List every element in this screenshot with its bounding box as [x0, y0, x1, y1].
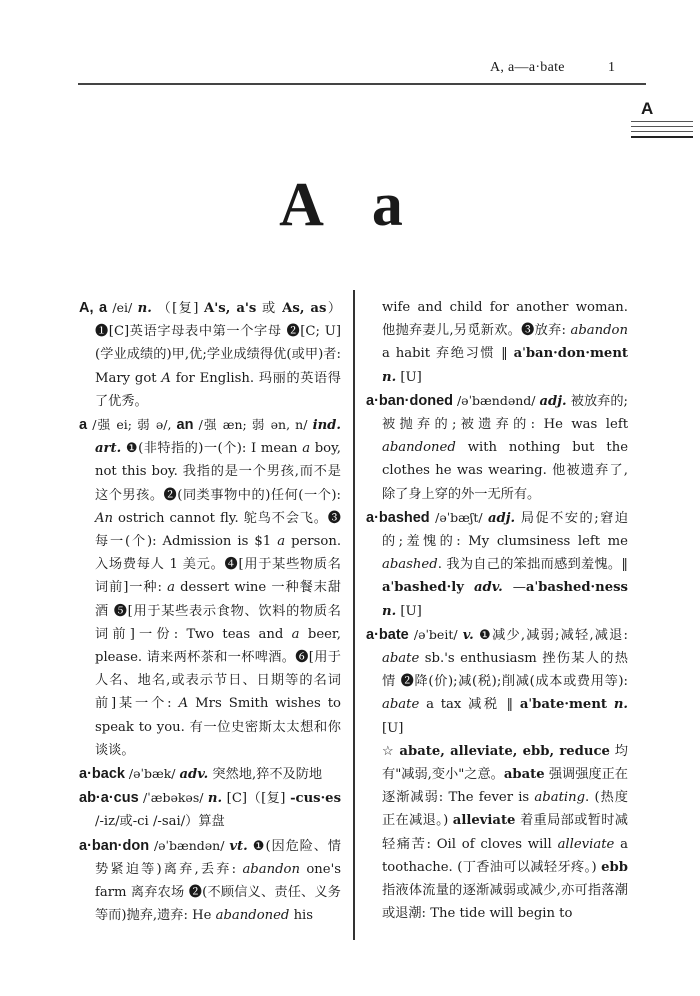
entry-text: aˈbashed·ly — [382, 580, 464, 596]
headword: a·bate — [366, 626, 409, 643]
dictionary-entry — [366, 389, 628, 506]
pronunciation: /əˈbændən/ — [149, 837, 230, 853]
entry-text: for English. 玛丽的英语得了优秀。 — [95, 370, 341, 409]
entry-text: abate — [503, 767, 545, 783]
entry-text: 强调强度正在逐渐减弱: The fever is — [382, 767, 628, 806]
entry-text: 均有"减弱,变小"之意。 — [382, 743, 628, 783]
part-of-speech: n. — [137, 301, 152, 316]
entry-text: abashed — [382, 557, 438, 573]
entry-text: 或 — [256, 301, 283, 316]
entry-text: 被放弃的;被抛弃的;被遗弃的: He was left — [382, 393, 628, 433]
entry-text: beer, please. 请来两杯茶和一杯啤酒。❻[用于人名、地名,或表示节日、日期等的名词前]某一个: — [95, 626, 341, 712]
pronunciation: /əˈbændənd/ — [453, 392, 540, 408]
dictionary-entry — [79, 296, 341, 413]
entry-text: abandoned — [215, 908, 290, 924]
pronunciation: /əˈbeit/ — [408, 626, 463, 642]
pronunciation: /əˈbæk/ — [124, 766, 180, 782]
entry-text: dessert wine 一种餐末甜酒 ❺[用于某些表示食物、饮料的物质名词前]一份: Two teas and — [95, 580, 341, 642]
entry-text: abate — [382, 697, 420, 713]
entry-text: aˈbate·ment — [519, 697, 608, 713]
entry-text: sb.'s enthusiasm 挫伤某人的热情 ❷降(价);减(税);削减(成本或费用等): — [382, 651, 628, 690]
entry-text: a habit 弃绝习惯 ‖ — [382, 346, 514, 362]
entry-text: wife and child for another woman. 他抛弃妻儿,另觅新欢。❸放弃: — [382, 300, 628, 339]
entry-text: a — [277, 534, 286, 550]
entry-text: 局促不安的;窘迫的;羞愧的: My clumsiness left me — [382, 510, 628, 550]
entry-text: ☆ — [382, 743, 400, 759]
headword: a·ban·doned — [366, 392, 453, 409]
part-of-speech: adj. — [488, 510, 516, 526]
entry-text: [U] — [396, 603, 422, 619]
entry-text: [U] — [382, 720, 404, 736]
entry-text: 指液体流量的逐渐减弱或减少,亦可指落潮或退潮: The tide will begin to — [382, 883, 628, 922]
pronunciation: /强 ei; 弱 ə/, — [87, 417, 177, 433]
entry-text: abate — [382, 651, 420, 667]
entry-text: alleviate — [557, 836, 615, 852]
entry-text: boy, not this boy. 我指的是一个男孩,而不是这个男孩。❷(同类事物中的)任何(一个): — [95, 441, 341, 503]
header-rule — [78, 83, 646, 85]
headword: a — [79, 417, 88, 434]
entry-text: /-sai/）算盘 — [148, 814, 225, 830]
running-head: A, a—a·bate — [490, 60, 565, 75]
thumb-line — [631, 121, 693, 122]
dictionary-entry — [366, 506, 628, 623]
part-of-speech: n. — [382, 603, 397, 619]
entry-text: . 我为自己的笨拙而感到羞愧。‖ — [437, 557, 628, 573]
entry-text: person. 入场费每人 1 美元。❹[用于某些物质名词前]一种: — [95, 534, 342, 596]
part-of-speech: n. — [207, 791, 223, 807]
entry-text: ostrich cannot fly. 鸵鸟不会飞。❸每一(个): Admission is $1 — [95, 510, 341, 550]
headword: A, a — [79, 300, 108, 316]
pronunciation: /强 æn; 弱 ən, n/ — [193, 417, 313, 433]
part-of-speech: adv. — [179, 767, 209, 783]
entry-text: ❶减少,减弱;减轻,减退: — [473, 627, 628, 643]
part-of-speech: v. — [462, 627, 474, 643]
entry-text: aˈban·don·ment — [513, 346, 628, 362]
pronunciation: /ei/ — [107, 300, 138, 315]
part-of-speech: vt. — [229, 838, 248, 854]
part-of-speech: n. — [382, 369, 397, 385]
headword: a·bashed — [366, 509, 430, 526]
entry-text: -ci — [132, 814, 149, 830]
thumb-index-tab — [631, 100, 693, 138]
entry-text: A — [178, 696, 189, 712]
entry-text: ） ❶[C]英语字母表中第一个字母 ❷[C; U](学业成绩的)甲,优;学业成绩得优(或甲)者: Mary got — [95, 301, 342, 386]
entry-text: abandoned — [382, 440, 456, 456]
pronunciation: /ˈæbəkəs/ — [138, 790, 208, 806]
entry-text: ❶(非特指的)一(个): I mean — [121, 441, 303, 457]
entry-text: -cus·es — [290, 791, 341, 807]
entry-text: An — [95, 510, 114, 526]
variant-headword: an — [176, 417, 194, 434]
entry-text: Mrs Smith wishes to speak to you. 有一位史密斯太太想和你谈谈。 — [95, 696, 341, 758]
entry-text: ebb — [601, 859, 628, 875]
column-divider — [353, 290, 355, 940]
entry-text: [C]（[复] — [222, 791, 291, 807]
entry-text: A's, a's — [204, 301, 257, 316]
headword: ab·a·cus — [79, 790, 139, 807]
entry-text: abandon — [242, 861, 300, 877]
entry-text: his — [289, 908, 314, 924]
dictionary-entry — [79, 413, 341, 762]
thumb-line — [631, 136, 693, 138]
entry-continuation — [366, 296, 628, 389]
entry-text — [607, 697, 614, 712]
entry-text: abating — [534, 790, 586, 806]
entry-text: — — [502, 580, 526, 596]
entry-text: As, as — [282, 301, 327, 316]
entry-text: A — [161, 370, 171, 386]
entry-text: alleviate — [452, 813, 516, 829]
entry-text: with nothing but the clothes he was wearing. 他被遗弃了,除了身上穿的外一无所有。 — [382, 440, 628, 502]
entry-text: a — [167, 580, 175, 596]
dictionary-entry — [79, 834, 341, 928]
entry-text: a toothache. (丁香油可以减轻牙疼。) — [382, 836, 628, 875]
entry-text: a — [291, 626, 300, 642]
entry-text: . (热度正在减退。) — [382, 790, 628, 829]
usage-note — [366, 740, 628, 926]
dictionary-entry — [79, 786, 341, 833]
left-column — [79, 296, 341, 927]
headword: a·ban·don — [79, 837, 150, 854]
entry-text: /-iz/或 — [95, 814, 133, 830]
headword: a·back — [79, 766, 125, 783]
entry-text: aˈbashed·ness — [525, 580, 628, 596]
thumb-line — [631, 126, 693, 127]
section-title: A a — [279, 171, 421, 239]
part-of-speech: n. — [613, 697, 628, 713]
dictionary-entry — [366, 623, 628, 740]
right-column — [366, 296, 628, 925]
entry-text: 着重局部或暂时减轻痛苦: Oil of cloves will — [382, 813, 628, 852]
entry-text: one's farm 离弃农场 ❷(不顾信义、责任、义务等而)抛弃,遗弃: He — [95, 861, 341, 924]
dictionary-entry — [79, 762, 341, 786]
entry-text: 突然地,猝不及防地 — [208, 767, 323, 783]
thumb-index-letter: A — [641, 99, 654, 118]
entry-text: a — [302, 441, 311, 457]
thumb-line — [631, 131, 693, 132]
entry-text: [U] — [396, 369, 422, 385]
entry-text: abandon — [570, 323, 628, 339]
entry-text: a tax 减税 ‖ — [419, 697, 520, 713]
entry-text: ❶(因危险、情势紧迫等)离弃,丢弃: — [95, 838, 341, 877]
part-of-speech: adj. — [539, 393, 567, 409]
entry-text — [464, 580, 474, 595]
part-of-speech: ind. art. — [95, 418, 341, 457]
pronunciation: /əˈbæʃt/ — [429, 509, 489, 525]
part-of-speech: adv. — [473, 580, 503, 596]
page-number: 1 — [608, 60, 615, 75]
entry-text: （[复] — [151, 301, 205, 316]
entry-text: abate, alleviate, ebb, reduce — [399, 743, 610, 759]
